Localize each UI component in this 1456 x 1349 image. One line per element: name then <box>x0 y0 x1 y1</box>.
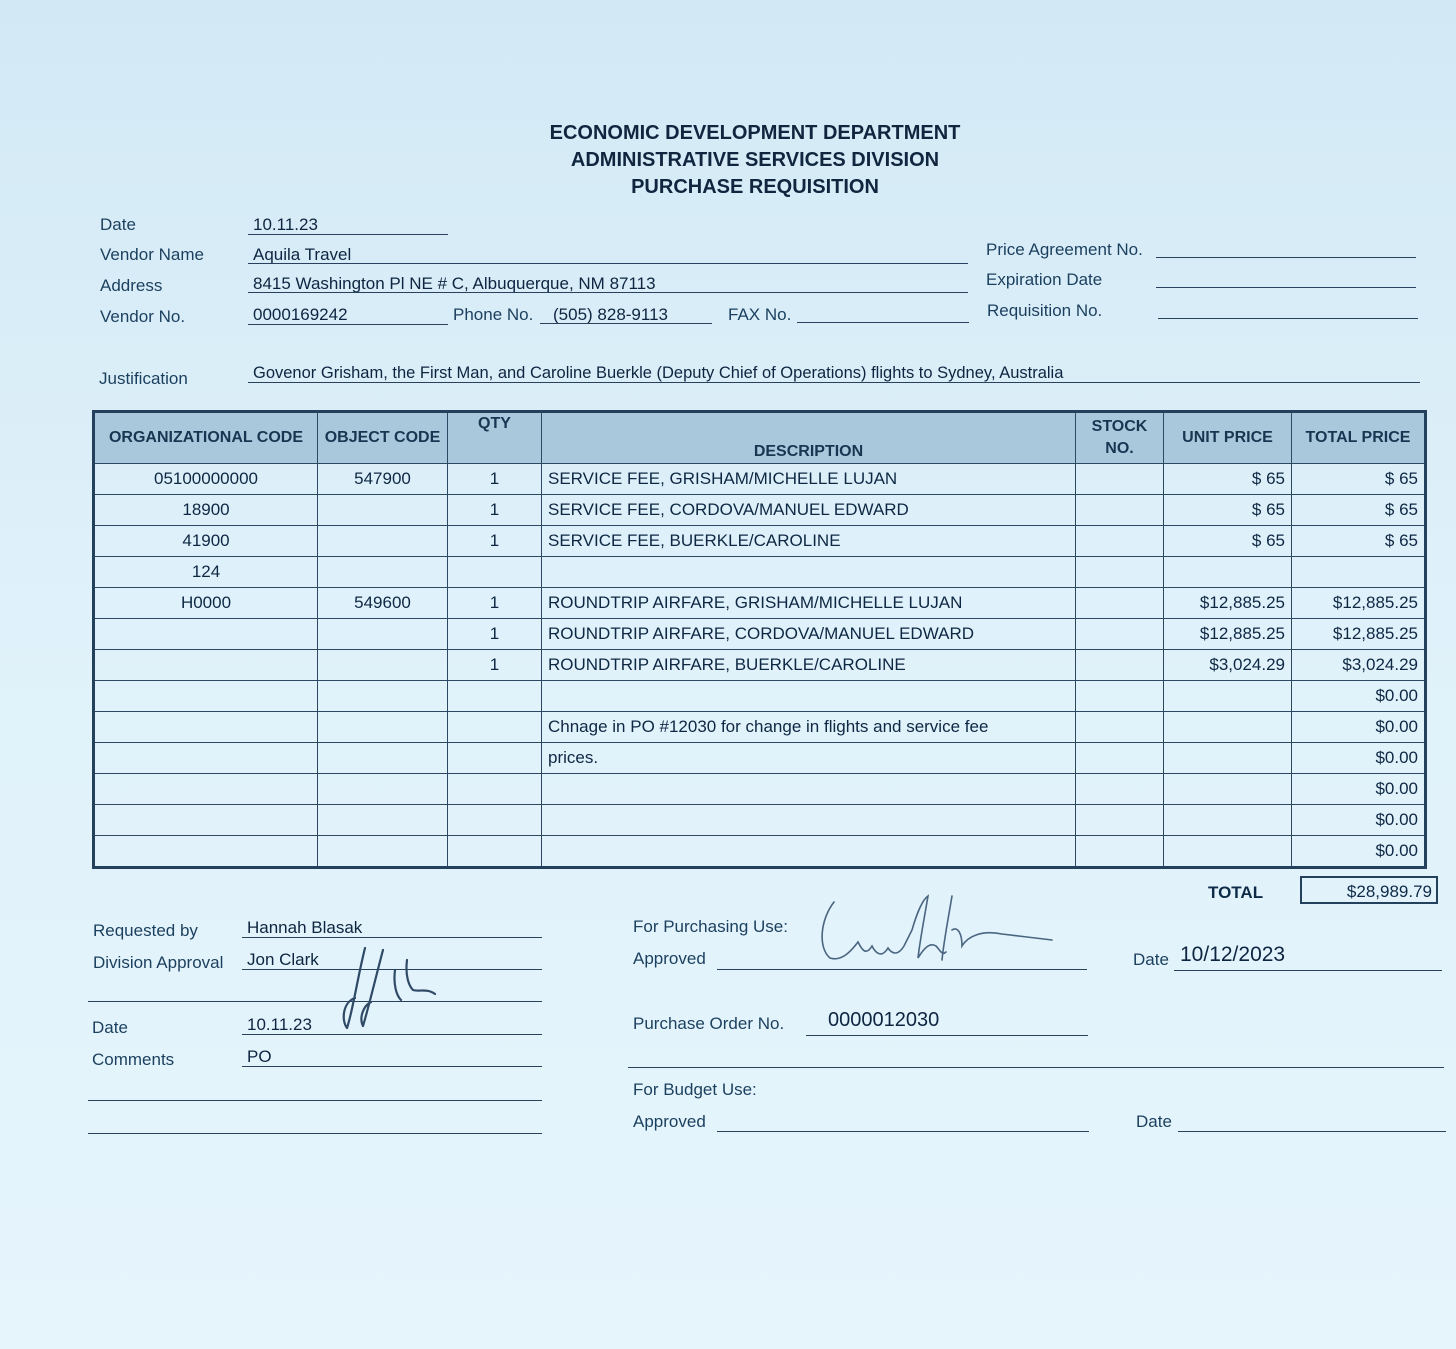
unit-price-cell <box>1164 743 1292 774</box>
comments-line <box>242 1066 542 1067</box>
object-code-cell <box>318 557 448 588</box>
qty-cell: 1 <box>448 588 542 619</box>
org-code-cell: 41900 <box>94 526 318 557</box>
table-row <box>94 495 1426 526</box>
qty-cell: 1 <box>448 526 542 557</box>
total-price-cell <box>1292 557 1426 588</box>
justification-label: Justification <box>99 369 188 388</box>
po-line <box>806 1035 1088 1036</box>
phone-value: (505) 828-9113 <box>553 305 668 324</box>
total-price-cell: $0.00 <box>1292 712 1426 743</box>
phone-label: Phone No. <box>453 305 534 324</box>
purchasing-date-label: Date <box>1133 950 1169 969</box>
budget-use-label: For Budget Use: <box>633 1080 757 1099</box>
unit-price-header: UNIT PRICE <box>1164 412 1292 464</box>
division-title: ADMINISTRATIVE SERVICES DIVISION <box>570 149 940 171</box>
stock-no-cell <box>1076 588 1164 619</box>
stock-no-cell <box>1076 650 1164 681</box>
object-code-cell: 547900 <box>318 464 448 495</box>
blank-line-3 <box>88 1133 542 1134</box>
total-value: $28,989.79 <box>1300 876 1438 904</box>
qty-cell: 1 <box>448 650 542 681</box>
address-line <box>248 292 968 293</box>
org-code-cell <box>94 743 318 774</box>
qty-cell: 1 <box>448 619 542 650</box>
description-cell: prices. <box>542 743 1076 774</box>
org-code-cell: H0000 <box>94 588 318 619</box>
vendor-no-value: 0000169242 <box>253 305 348 324</box>
requested-by-label: Requested by <box>93 921 198 940</box>
expiration-label: Expiration Date <box>986 270 1103 289</box>
description-cell: SERVICE FEE, BUERKLE/CAROLINE <box>542 526 1076 557</box>
address-label: Address <box>100 276 163 295</box>
qty-cell <box>448 712 542 743</box>
object-code-cell <box>318 619 448 650</box>
unit-price-cell: $3,024.29 <box>1164 650 1292 681</box>
object-code-header: OBJECT CODE <box>318 412 448 464</box>
object-code-cell <box>318 805 448 836</box>
date-value: 10.11.23 <box>253 215 318 234</box>
total-price-cell: $0.00 <box>1292 836 1426 868</box>
qty-cell <box>448 774 542 805</box>
requested-by-line <box>242 937 542 938</box>
unit-price-cell <box>1164 557 1292 588</box>
description-cell: SERVICE FEE, GRISHAM/MICHELLE LUJAN <box>542 464 1076 495</box>
division-approval-value: Jon Clark <box>247 950 319 969</box>
price-agreement-line <box>1156 257 1416 258</box>
form-header <box>430 120 1080 201</box>
table-row <box>94 464 1426 495</box>
unit-price-cell: $ 65 <box>1164 495 1292 526</box>
requisition-line <box>1158 318 1418 319</box>
budget-date-line <box>1178 1131 1446 1132</box>
stock-no-cell <box>1076 805 1164 836</box>
requested-by-value: Hannah Blasak <box>247 918 363 937</box>
stock-no-cell <box>1076 526 1164 557</box>
unit-price-cell <box>1164 805 1292 836</box>
date-line <box>248 234 448 235</box>
unit-price-cell: $ 65 <box>1164 464 1292 495</box>
purchasing-date-value: 10/12/2023 <box>1180 943 1286 966</box>
object-code-cell <box>318 774 448 805</box>
justification-line <box>248 382 1420 383</box>
object-code-cell <box>318 712 448 743</box>
table-row <box>94 836 1426 868</box>
fax-label: FAX No. <box>728 305 792 324</box>
org-code-cell: 18900 <box>94 495 318 526</box>
object-code-cell <box>318 836 448 868</box>
items-table <box>92 410 1427 869</box>
qty-cell <box>448 836 542 868</box>
description-cell <box>542 681 1076 712</box>
division-approval-signature <box>335 940 445 1035</box>
footer-date-value: 10.11.23 <box>247 1015 312 1034</box>
description-cell <box>542 836 1076 868</box>
object-code-cell <box>318 681 448 712</box>
unit-price-cell: $12,885.25 <box>1164 619 1292 650</box>
description-cell: Chnage in PO #12030 for change in flights and service fee <box>542 712 1076 743</box>
stock-no-cell <box>1076 495 1164 526</box>
org-code-cell <box>94 650 318 681</box>
description-cell: ROUNDTRIP AIRFARE, BUERKLE/CAROLINE <box>542 650 1076 681</box>
description-header: DESCRIPTION <box>542 412 1076 464</box>
purchasing-date-line <box>1174 970 1442 971</box>
qty-cell <box>448 805 542 836</box>
phone-line <box>540 323 712 324</box>
qty-cell: 1 <box>448 464 542 495</box>
table-row <box>94 588 1426 619</box>
purchasing-use-label: For Purchasing Use: <box>633 917 788 936</box>
description-cell: ROUNDTRIP AIRFARE, CORDOVA/MANUEL EDWARD <box>542 619 1076 650</box>
unit-price-cell: $12,885.25 <box>1164 588 1292 619</box>
table-row <box>94 743 1426 774</box>
total-label: TOTAL <box>1208 883 1264 902</box>
org-code-cell <box>94 712 318 743</box>
stock-no-cell <box>1076 836 1164 868</box>
unit-price-cell <box>1164 681 1292 712</box>
object-code-cell <box>318 526 448 557</box>
table-row <box>94 557 1426 588</box>
org-code-cell: 05100000000 <box>94 464 318 495</box>
unit-price-cell <box>1164 774 1292 805</box>
vendor-no-line <box>248 324 448 325</box>
org-code-cell <box>94 774 318 805</box>
blank-line-2 <box>88 1100 542 1101</box>
unit-price-cell <box>1164 836 1292 868</box>
stock-no-cell <box>1076 619 1164 650</box>
form-title: PURCHASE REQUISITION <box>631 176 879 198</box>
total-price-cell: $0.00 <box>1292 681 1426 712</box>
address-value: 8415 Washington Pl NE # C, Albuquerque, NM 87113 <box>253 274 656 293</box>
budget-approved-label: Approved <box>633 1112 706 1131</box>
footer-date-label: Date <box>92 1018 128 1037</box>
table-row <box>94 774 1426 805</box>
qty-cell <box>448 743 542 774</box>
org-code-cell <box>94 681 318 712</box>
justification-value: Govenor Grisham, the First Man, and Caroline Buerkle (Deputy Chief of Operations) flights to Sydney, Australia <box>253 364 1064 382</box>
total-price-cell: $0.00 <box>1292 805 1426 836</box>
division-approval-label: Division Approval <box>93 953 224 972</box>
object-code-cell <box>318 495 448 526</box>
org-code-cell <box>94 805 318 836</box>
description-cell <box>542 557 1076 588</box>
stock-no-cell <box>1076 557 1164 588</box>
table-row <box>94 526 1426 557</box>
blank-line-1 <box>88 1001 542 1002</box>
vendor-name-label: Vendor Name <box>100 245 204 264</box>
expiration-line <box>1156 287 1416 288</box>
vendor-no-label: Vendor No. <box>100 307 186 326</box>
total-price-cell: $3,024.29 <box>1292 650 1426 681</box>
table-row <box>94 805 1426 836</box>
description-cell: ROUNDTRIP AIRFARE, GRISHAM/MICHELLE LUJAN <box>542 588 1076 619</box>
unit-price-cell <box>1164 712 1292 743</box>
total-price-cell: $ 65 <box>1292 464 1426 495</box>
stock-no-cell <box>1076 681 1164 712</box>
stock-no-cell <box>1076 712 1164 743</box>
department-title: ECONOMIC DEVELOPMENT DEPARTMENT <box>549 122 961 144</box>
org-code-header: ORGANIZATIONAL CODE <box>94 412 318 464</box>
qty-cell <box>448 681 542 712</box>
total-price-header: TOTAL PRICE <box>1292 412 1426 464</box>
fax-line <box>797 322 969 323</box>
purchasing-blank-line <box>628 1067 1444 1068</box>
stock-no-header: STOCK NO. <box>1076 412 1164 464</box>
purchasing-approved-label: Approved <box>633 949 706 968</box>
date-label: Date <box>100 215 136 234</box>
qty-cell <box>448 557 542 588</box>
org-code-cell <box>94 836 318 868</box>
table-row <box>94 650 1426 681</box>
object-code-cell: 549600 <box>318 588 448 619</box>
po-value: 0000012030 <box>828 1009 940 1031</box>
description-cell <box>542 774 1076 805</box>
object-code-cell <box>318 650 448 681</box>
total-price-cell: $0.00 <box>1292 774 1426 805</box>
comments-value: PO <box>247 1047 272 1066</box>
org-code-cell: 124 <box>94 557 318 588</box>
table-row <box>94 619 1426 650</box>
requisition-label: Requisition No. <box>987 301 1103 320</box>
vendor-name-line <box>248 263 968 264</box>
stock-no-cell <box>1076 774 1164 805</box>
table-row <box>94 681 1426 712</box>
comments-label: Comments <box>92 1050 175 1069</box>
table-row <box>94 712 1426 743</box>
price-agreement-label: Price Agreement No. <box>986 240 1143 259</box>
purchasing-approval-signature <box>812 890 1062 970</box>
qty-header: QTY <box>448 412 542 464</box>
total-price-cell: $ 65 <box>1292 526 1426 557</box>
object-code-cell <box>318 743 448 774</box>
vendor-name-value: Aquila Travel <box>253 245 352 264</box>
org-code-cell <box>94 619 318 650</box>
table-header-row <box>94 412 1426 464</box>
total-price-cell: $12,885.25 <box>1292 619 1426 650</box>
description-cell <box>542 805 1076 836</box>
total-price-cell: $12,885.25 <box>1292 588 1426 619</box>
stock-no-cell <box>1076 464 1164 495</box>
qty-cell: 1 <box>448 495 542 526</box>
unit-price-cell: $ 65 <box>1164 526 1292 557</box>
po-label: Purchase Order No. <box>633 1014 785 1033</box>
description-cell: SERVICE FEE, CORDOVA/MANUEL EDWARD <box>542 495 1076 526</box>
total-price-cell: $ 65 <box>1292 495 1426 526</box>
total-price-cell: $0.00 <box>1292 743 1426 774</box>
stock-no-cell <box>1076 743 1164 774</box>
budget-date-label: Date <box>1136 1112 1172 1131</box>
budget-approved-line <box>717 1131 1089 1132</box>
